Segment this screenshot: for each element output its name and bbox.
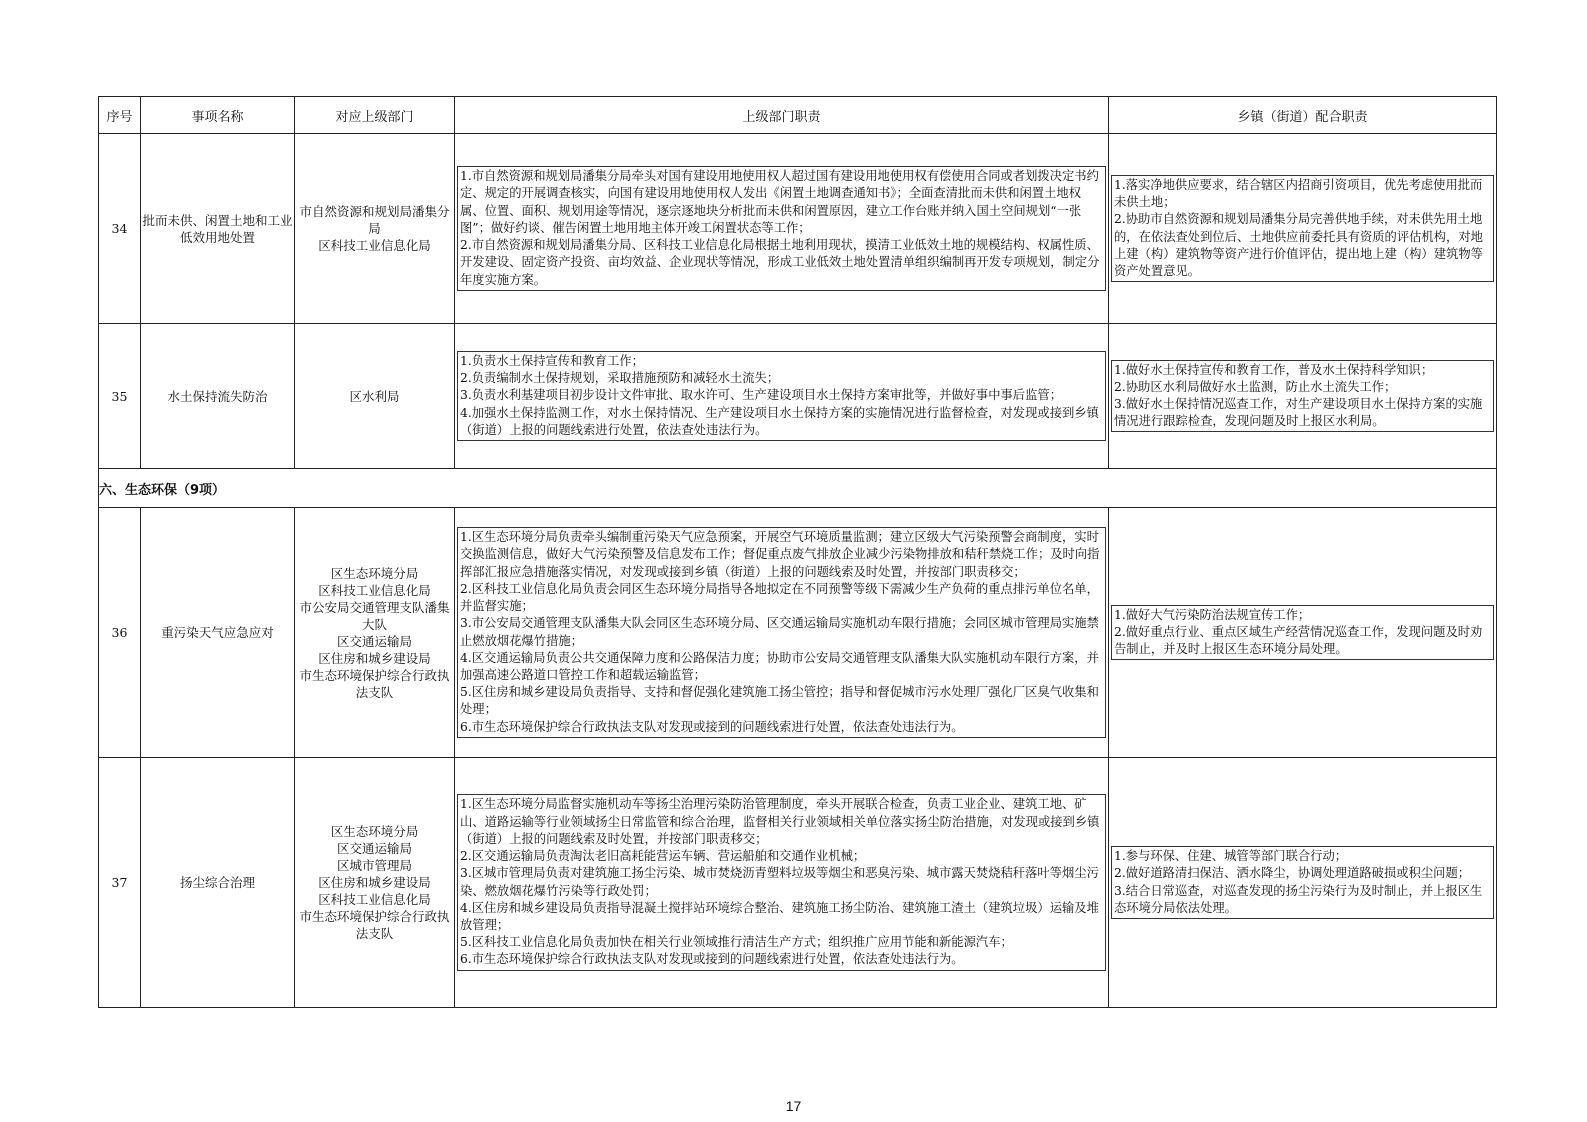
dept-line: 区水利局 — [349, 388, 400, 404]
coop-line: 1.做好水土保持宣传和教育工作，普及水土保持科学知识； — [1114, 362, 1434, 377]
item-name: 批而未供、闲置土地和工业低效用地处置 — [141, 134, 295, 324]
header-num: 序号 — [99, 97, 141, 134]
table-row — [99, 134, 1497, 324]
duty-cell — [455, 758, 1109, 1008]
coop-line: 1.做好大气污染防治法规宣传工作； — [1114, 607, 1311, 622]
coop-line: 1.落实净地供应要求，结合辖区内招商引资项目，优先考虑使用批而未供土地； — [1114, 177, 1483, 210]
coop-line: 2.协助市自然资源和规划局潘集分局完善供地手续，对未供先用土地的，在依法查处到位后、土地供应前委托具有资质的评估机构，对地上建（构）建筑物等资产进行价值评估，提出地上建（构）建筑物等资产处置意见。 — [1114, 212, 1483, 278]
header-dept: 对应上级部门 — [295, 97, 455, 134]
duty-line: 2.区科技工业信息化局负责会同区生态环境分局指导各地拟定在不同预警等级下需减少生产负荷的重点排污单位名单，并监督实施； — [460, 581, 1099, 614]
item-name: 重污染天气应急应对 — [141, 508, 295, 758]
duty-line: 6.市生态环境保护综合行政执法支队对发现或接到的问题线索进行处置，依法查处违法行为。 — [460, 952, 964, 967]
coop-line: 3.结合日常巡查，对巡查发现的扬尘污染行为及时制止，并上报区生态环境分局依法处理。 — [1114, 883, 1483, 915]
duty-cell — [455, 134, 1109, 324]
table-row — [99, 758, 1497, 1008]
responsibility-table — [98, 96, 1497, 1008]
dept-line: 市生态环境保护综合行政执法支队 — [299, 667, 450, 700]
table-row — [99, 324, 1497, 469]
row-number: 36 — [99, 508, 141, 758]
dept-line: 区住房和城乡建设局 — [318, 650, 431, 666]
item-name: 扬尘综合治理 — [141, 758, 295, 1008]
header-name: 事项名称 — [141, 97, 295, 134]
dept-line: 区生态环境分局 — [330, 824, 419, 839]
dept-cell — [295, 508, 455, 758]
duty-line: 2.负责编制水土保持规划，采取措施预防和减轻水土流失； — [460, 371, 780, 386]
duty-line: 3.区城市管理局负责对建筑施工扬尘污染、城市焚烧沥青塑料垃圾等烟尘和恶臭污染、城市露天焚烧秸秆落叶等烟尘污染、燃放烟花爆竹污染等行政处罚； — [460, 866, 1099, 898]
dept-line: 区住房和城乡建设局 — [318, 875, 431, 890]
dept-line: 区科技工业信息化局 — [318, 582, 431, 598]
coop-line: 1.参与环保、住建、城管等部门联合行动； — [1114, 849, 1348, 864]
dept-line: 区科技工业信息化局 — [318, 892, 431, 907]
header-duty: 上级部门职责 — [455, 97, 1109, 134]
duty-line: 5.区科技工业信息化局负责加快在相关行业领域推行清洁生产方式；组织推广应用节能和新能源汽车； — [460, 935, 1013, 950]
dept-line: 区交通运输局 — [336, 633, 412, 649]
duty-line: 4.区住房和城乡建设局负责指导混凝土搅拌站环境综合整治、建筑施工扬尘防治、建筑施工渣土（建筑垃圾）运输及堆放管理； — [460, 900, 1099, 932]
duty-line: 3.市公安局交通管理支队潘集大队会同区生态环境分局、区交通运输局实施机动车限行措施；会同区城市管理局实施禁止燃放烟花爆竹措施； — [460, 616, 1099, 648]
duty-line: 5.区住房和城乡建设局负责指导、支持和督促强化建筑施工扬尘管控；指导和督促城市污水处理厂强化厂区臭气收集和处理； — [460, 685, 1099, 717]
duty-line: 1.负责水土保持宣传和教育工作； — [460, 353, 644, 368]
section-title: 六、生态环保（9项） — [99, 469, 1497, 508]
coop-cell — [1109, 508, 1497, 758]
table-row — [99, 508, 1497, 758]
row-number: 34 — [99, 134, 141, 324]
row-number: 37 — [99, 758, 141, 1008]
header-row — [99, 97, 1497, 134]
page-number: 17 — [785, 1098, 802, 1114]
coop-line: 2.做好重点行业、重点区域生产经营情况巡查工作，发现问题及时劝告制止，并及时上报区生态环境分局处理。 — [1114, 624, 1483, 657]
duty-cell — [455, 508, 1109, 758]
duty-line: 1.区生态环境分局监督实施机动车等扬尘治理污染防治管理制度，牵头开展联合检查，负责工业企业、建筑工地、矿山、道路运输等行业领域扬尘日常监管和综合治理，监督相关行业领域相关单位落实扬尘防治措施，对发现或接到乡镇（街道）上报的问题线索及时处置，并按部门职责移交； — [460, 797, 1100, 846]
item-name: 水土保持流失防治 — [141, 324, 295, 469]
duty-line: 6.市生态环境保护综合行政执法支队对发现或接到的问题线索进行处置，依法查处违法行为。 — [460, 719, 964, 734]
duty-line: 2.市自然资源和规划局潘集分局、区科技工业信息化局根据土地利用现状，摸清工业低效土地的规模结构、权属性质、开发建设、固定资产投资、亩均效益、企业现状等情况，形成工业低效土地处置清单组织编制再开发专项规划，制定分年度实施方案。 — [460, 238, 1100, 287]
dept-cell — [295, 758, 455, 1008]
dept-line: 区生态环境分局 — [330, 565, 419, 581]
coop-cell — [1109, 324, 1497, 469]
duty-cell — [455, 324, 1109, 469]
duty-line: 1.市自然资源和规划局潘集分局牵头对国有建设用地使用权人超过国有建设用地使用权有偿使用合同或者划拨决定书约定、规定的开展调查核实，向国有建设用地使用权人发出《闲置土地调查通知书》；全面查清批而未供和闲置土地权属、位置、面积、规划用途等情况，逐宗逐地块分析批而未供和闲置原因，建立工作台账并纳入国土空间规划“一张图”；做好约谈、催告闲置土地用地主体开竣工闲置状态等工作； — [460, 169, 1099, 235]
dept-cell — [295, 324, 455, 469]
dept-line: 区交通运输局 — [336, 841, 412, 856]
coop-cell — [1109, 758, 1497, 1008]
coop-line: 3.做好水土保持情况巡查工作，对生产建设项目水土保持方案的实施情况进行跟踪检查，发现问题及时上报区水利局。 — [1114, 397, 1483, 429]
duty-line: 3.负责水利基建项目初步设计文件审批、取水许可、生产建设项目水土保持方案审批等，并做好事中事后监管； — [460, 388, 1062, 403]
duty-line: 4.区交通运输局负责公共交通保障力度和公路保洁力度；协助市公安局交通管理支队潘集大队实施机动车限行方案，并加强高速公路道口管控工作和超载运输监管； — [460, 650, 1099, 682]
coop-line: 2.协助区水利局做好水土监测，防止水土流失工作； — [1114, 379, 1397, 394]
dept-line: 区科技工业信息化局 — [318, 238, 431, 253]
dept-line: 市自然资源和规划局潘集分局 — [299, 204, 450, 236]
row-number: 35 — [99, 324, 141, 469]
duty-line: 4.加强水土保持监测工作，对水土保持情况、生产建设项目水土保持方案的实施情况进行监督检查，对发现或接到乡镇（街道）上报的问题线索进行处置，依法查处违法行为。 — [460, 405, 1099, 437]
dept-cell — [295, 134, 455, 324]
coop-cell — [1109, 134, 1497, 324]
section-row — [99, 469, 1497, 508]
header-coop: 乡镇（街道）配合职责 — [1109, 97, 1497, 134]
dept-line: 市生态环境保护综合行政执法支队 — [299, 909, 450, 941]
duty-line: 2.区交通运输局负责淘汰老旧高耗能营运车辆、营运船舶和交通作业机械； — [460, 849, 866, 864]
dept-line: 市公安局交通管理支队潘集大队 — [299, 599, 450, 632]
coop-line: 2.做好道路清扫保洁、洒水降尘，协调处理道路破损或积尘问题； — [1114, 866, 1471, 881]
duty-line: 1.区生态环境分局负责牵头编制重污染天气应急预案，开展空气环境质量监测；建立区级大气污染预警会商制度，实时交换监测信息，做好大气污染预警及信息发布工作；督促重点废气排放企业减少污染物排放和秸秆禁烧工作；及时向指挥部汇报应急措施落实情况，对发现或接到乡镇（街道）上报的问题线索及时处置，并按部门职责移交； — [460, 530, 1100, 579]
dept-line: 区城市管理局 — [336, 858, 412, 873]
